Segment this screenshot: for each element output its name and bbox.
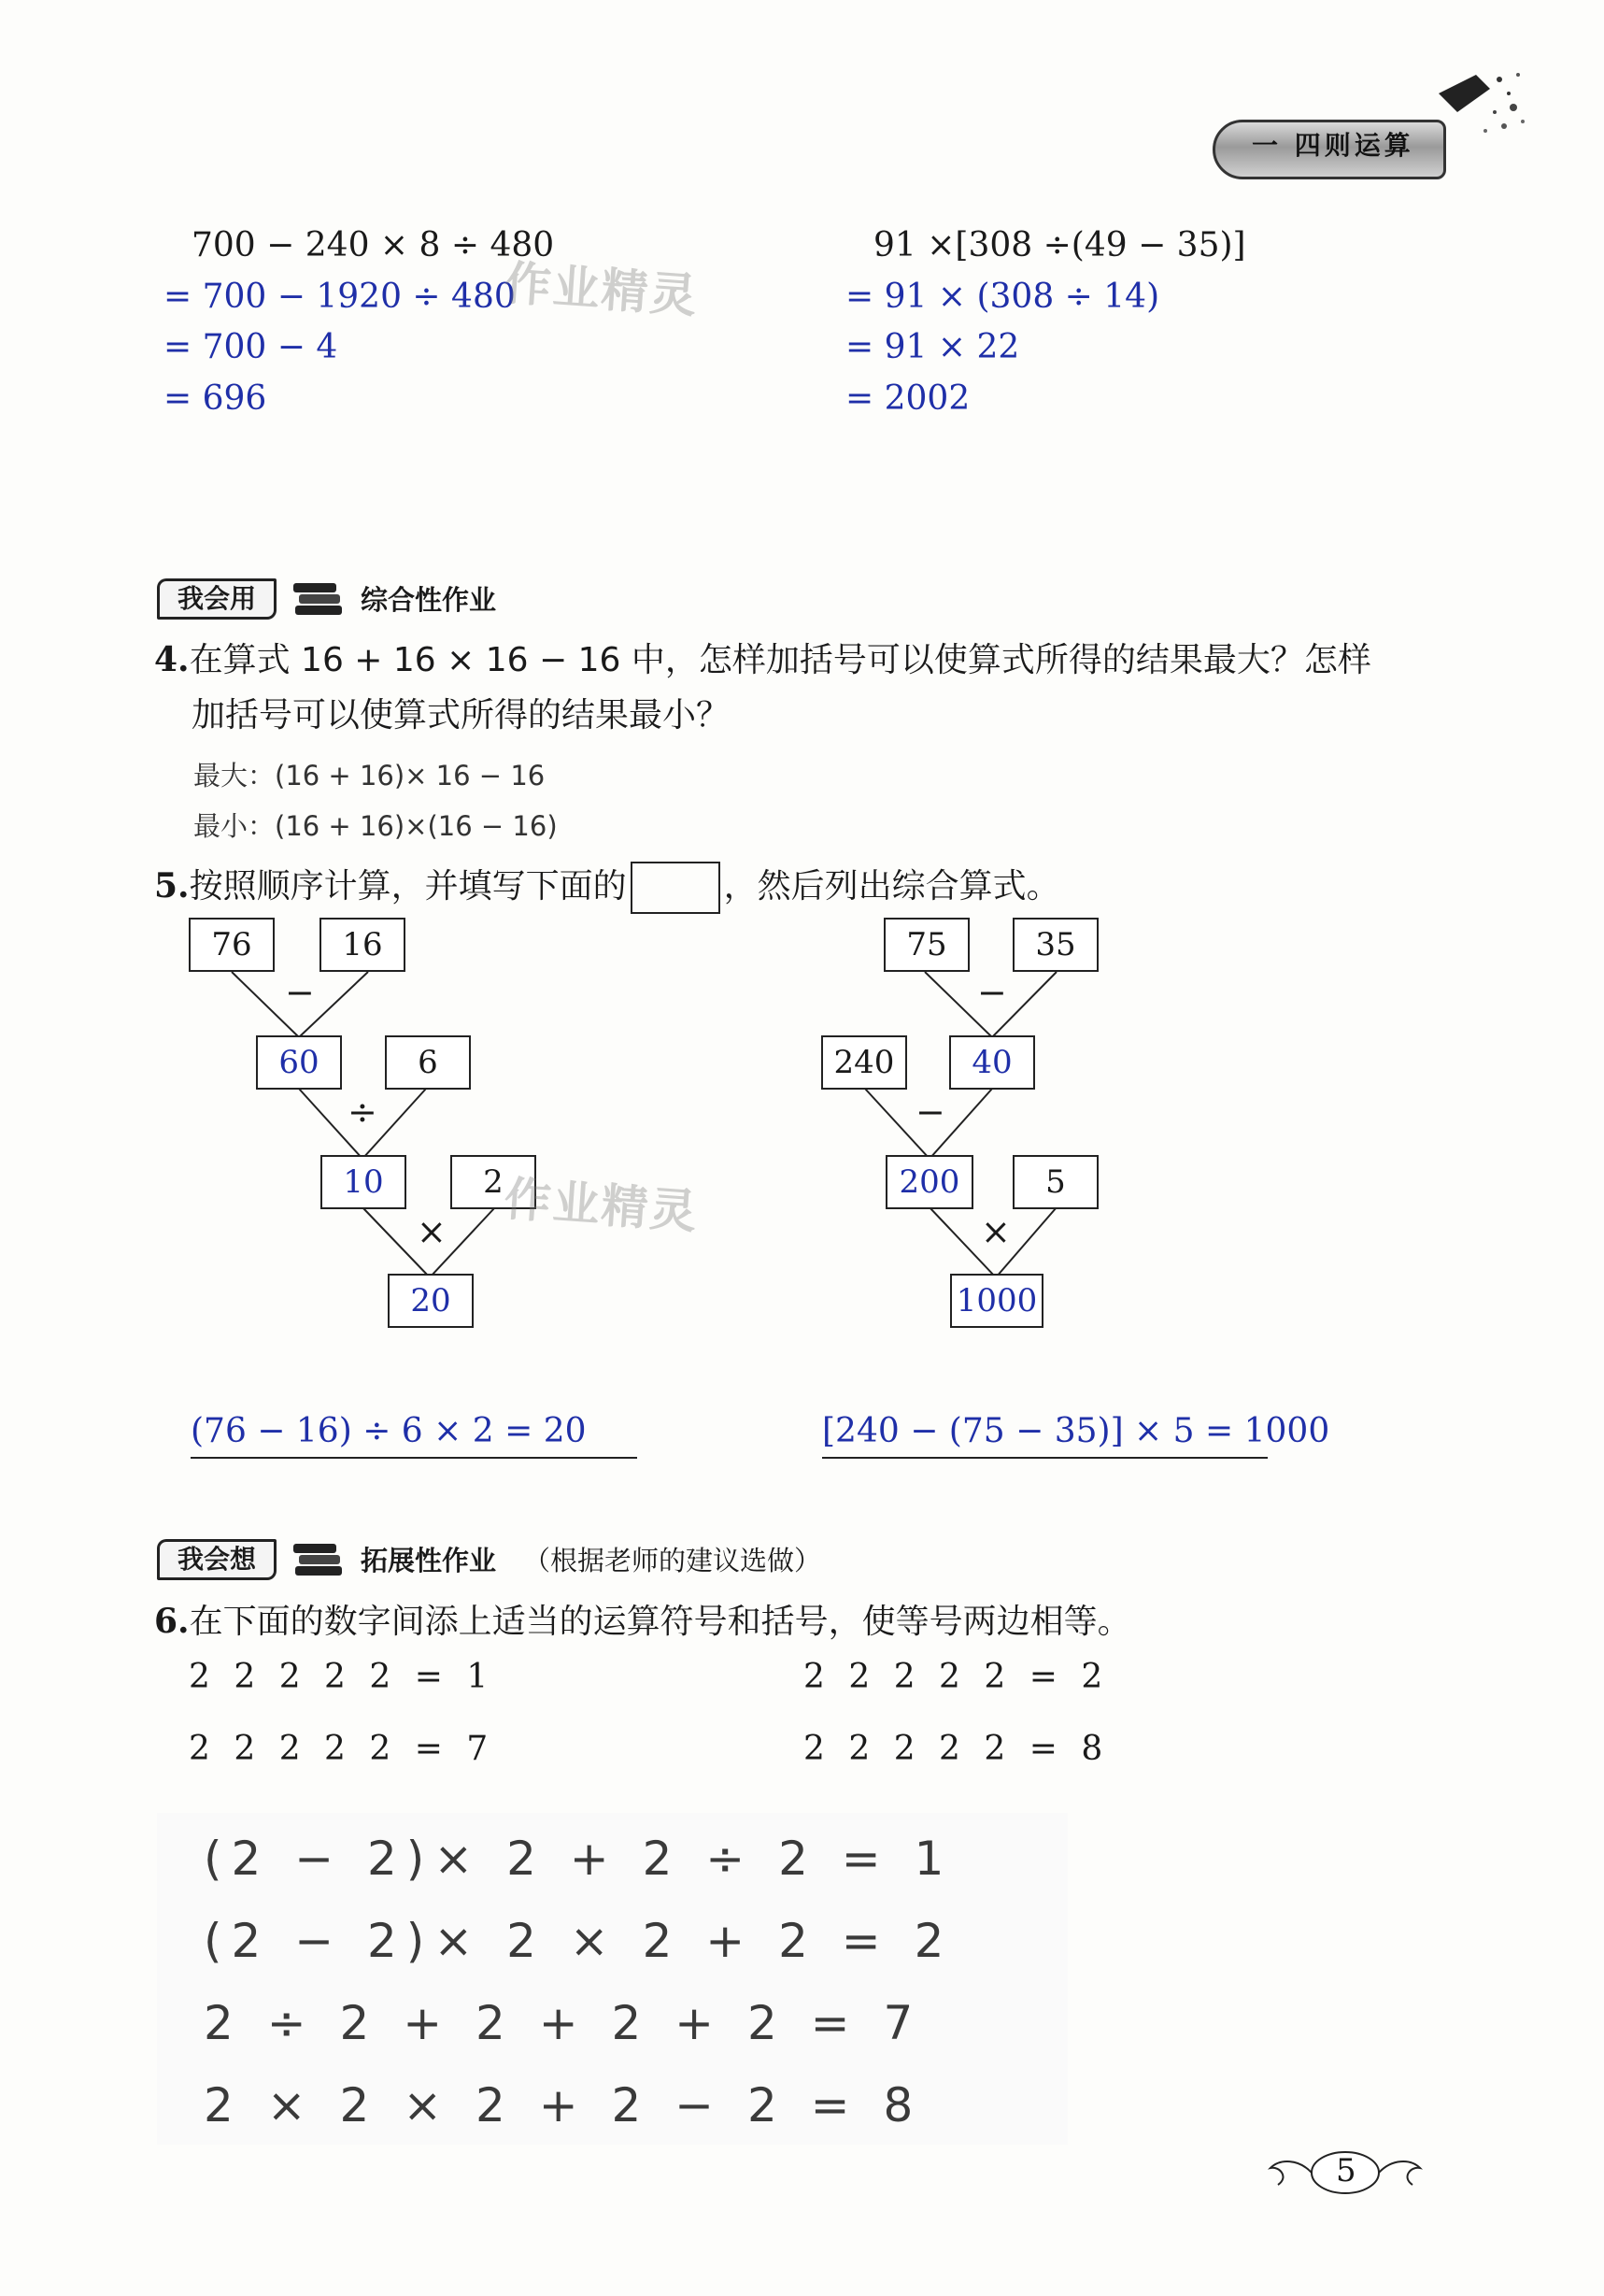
right-mid-box-b: 40 [949, 1035, 1035, 1090]
q6-problem-2: 2 2 2 2 2 = 2 [803, 1658, 1103, 1696]
left-mid-box-a: 60 [256, 1035, 342, 1090]
section-tag-think: 我会想 [157, 1539, 277, 1580]
calc-left-step1: = 700 − 1920 ÷ 480 [163, 278, 516, 316]
left-op-3: × [417, 1211, 447, 1252]
right-low-box-b: 5 [1013, 1155, 1099, 1209]
right-op-1: − [977, 972, 1007, 1013]
q6-problem-1: 2 2 2 2 2 = 1 [189, 1658, 489, 1696]
page-number: 5 [1336, 2152, 1356, 2189]
calc-right-step1: = 91 × (308 ÷ 14) [845, 278, 1160, 316]
q6-answer-1: (2 − 2)× 2 + 2 ÷ 2 = 1 [204, 1832, 954, 1886]
right-low-box-a: 200 [886, 1155, 973, 1209]
section-tag-apply: 我会用 [157, 578, 277, 620]
right-top-box-b: 35 [1013, 918, 1099, 972]
left-low-box-a: 10 [320, 1155, 406, 1209]
section-title-apply: 综合性作业 [361, 584, 497, 616]
section-title-think: 拓展性作业 [361, 1545, 497, 1576]
left-mid-box-b: 6 [385, 1035, 471, 1090]
q6-answer-4: 2 × 2 × 2 + 2 − 2 = 8 [204, 2078, 923, 2132]
q4-text-line2: 加括号可以使算式所得的结果最小？ [192, 696, 731, 734]
books-icon [291, 1538, 346, 1581]
q6-text: 在下面的数字间添上适当的运算符号和括号，使等号两边相等。 [189, 1603, 1131, 1641]
q4-number: 4. [154, 640, 190, 679]
right-result-box: 1000 [950, 1274, 1043, 1328]
q4-answer-max: 最大：(16 + 16)× 16 − 16 [193, 760, 546, 791]
watermark: 作业精灵 [502, 255, 701, 324]
q6-answer-2: (2 − 2)× 2 × 2 + 2 = 2 [204, 1914, 954, 1968]
right-op-3: × [981, 1211, 1011, 1252]
section-note-think: （根据老师的建议选做） [523, 1545, 822, 1576]
left-low-box-b: 2 [450, 1155, 536, 1209]
q5-text-before: 按照顺序计算，并填写下面的 [189, 867, 627, 906]
right-top-box-a: 75 [884, 918, 970, 972]
q6-answer-3: 2 ÷ 2 + 2 + 2 + 2 = 7 [204, 1996, 923, 2050]
watermark-2: 作业精灵 [502, 1171, 701, 1240]
calc-left-step3: = 696 [163, 379, 267, 418]
q5-text-after: ，然后列出综合算式。 [723, 867, 1060, 906]
calc-right-step2: = 91 × 22 [845, 328, 1020, 366]
q6-answer-panel [157, 1813, 1068, 2145]
right-mid-box-a: 240 [821, 1035, 907, 1090]
q6-line [154, 1595, 1131, 1648]
q5-left-formula: (76 − 16) ÷ 6 × 2 = 20 [191, 1406, 637, 1459]
q6-problem-3: 2 2 2 2 2 = 7 [189, 1730, 489, 1768]
left-op-2: ÷ [348, 1091, 377, 1133]
left-result-box: 20 [388, 1274, 474, 1328]
calc-right-expression: 91 ×[308 ÷(49 − 35)] [873, 226, 1246, 264]
calc-left-step2: = 700 − 4 [163, 328, 338, 366]
q6-problem-4: 2 2 2 2 2 = 8 [803, 1730, 1103, 1768]
q5-number: 5. [154, 866, 190, 906]
left-top-box-b: 16 [319, 918, 405, 972]
right-op-2: − [916, 1091, 945, 1133]
left-op-1: − [285, 972, 315, 1013]
page-number-ornament [1261, 2140, 1429, 2205]
chapter-title: 一 四则运算 [1252, 130, 1414, 161]
q4-answer-min: 最小：(16 + 16)×(16 − 16) [193, 810, 558, 842]
q4-text-line1: 在算式 16 + 16 × 16 − 16 中，怎样加括号可以使算式所得的结果最大？怎样 [189, 641, 1371, 679]
q6-number: 6. [154, 1602, 190, 1641]
q5-right-formula: [240 − (75 − 35)] × 5 = 1000 [822, 1406, 1268, 1459]
left-top-box-a: 76 [189, 918, 275, 972]
calc-left-expression: 700 − 240 × 8 ÷ 480 [192, 226, 555, 264]
calc-right-step3: = 2002 [845, 379, 971, 418]
